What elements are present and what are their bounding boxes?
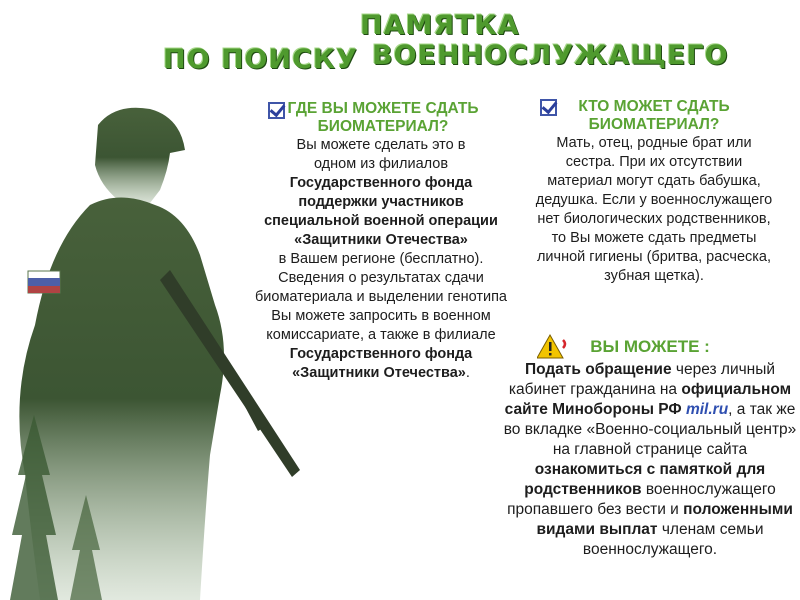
block-can-s7: членам семьи военнослужащего. (582, 521, 764, 558)
block-can-s6-bold: положенными видами выплат (536, 501, 793, 538)
block-where-fund-short: Государственного фонда «Защитники Отечества» (289, 346, 473, 381)
title-line1: ПАМЯТКА (360, 10, 520, 41)
block-can-s1-bold: Подать обращение (524, 361, 672, 378)
milru-link[interactable]: mil.ru (685, 401, 729, 418)
block-can-s4-bold: ознакомиться с памяткой для родственников (524, 461, 766, 498)
checkbox-checked-icon (268, 102, 285, 119)
block-where-p1: Вы можете сделать это в одном из филиалов (296, 137, 466, 172)
checkbox-checked-icon (540, 99, 557, 116)
warning-triangle-icon (537, 334, 567, 360)
block-where-heading: ГДЕ ВЫ МОЖЕТЕ СДАТЬ БИОМАТЕРИАЛ? (287, 100, 479, 135)
block-where-p2: в Вашем регионе (бесплатно). Сведения о результатах сдачи биоматериала и выделении генотипа Вы можете запросить в военном комиссариате, а также в филиале (254, 251, 507, 343)
block-can-s2-bold: официальном сайте Минобороны РФ (504, 381, 792, 418)
block-where-p3: . (465, 365, 470, 381)
block-where-fund-name: Государственного фонда поддержки участников специальной военной операции «Защитники Отечества» (264, 175, 498, 248)
block-can-s5: военнослужащего пропавшего без вести и (507, 481, 776, 518)
block-you-can (500, 336, 800, 560)
block-can-heading: ВЫ МОЖЕТЕ : (590, 337, 710, 356)
title-line2b: ВОЕННОСЛУЖАЩЕГО (372, 40, 729, 71)
block-can-s1: через личный кабинет гражданина на (508, 361, 776, 398)
block-where-to-submit (250, 100, 512, 383)
block-who-text: Мать, отец, родные брат или сестра. При их отсутствии материал могут сдать бабушка, дедушка. Если у военнослужащего нет биологических родственников, то Вы можете сдать предметы личной гигиены (бритва, расческа, зубная щетка). (535, 135, 773, 284)
block-who-heading: КТО МОЖЕТ СДАТЬ БИОМАТЕРИАЛ? (578, 98, 730, 133)
title-line2a: ПО ПОИСКУ (163, 44, 358, 75)
block-who-can-submit (520, 98, 788, 286)
block-can-s3: , а так же во вкладке «Военно-социальный центр» на главной странице сайта (503, 401, 797, 458)
